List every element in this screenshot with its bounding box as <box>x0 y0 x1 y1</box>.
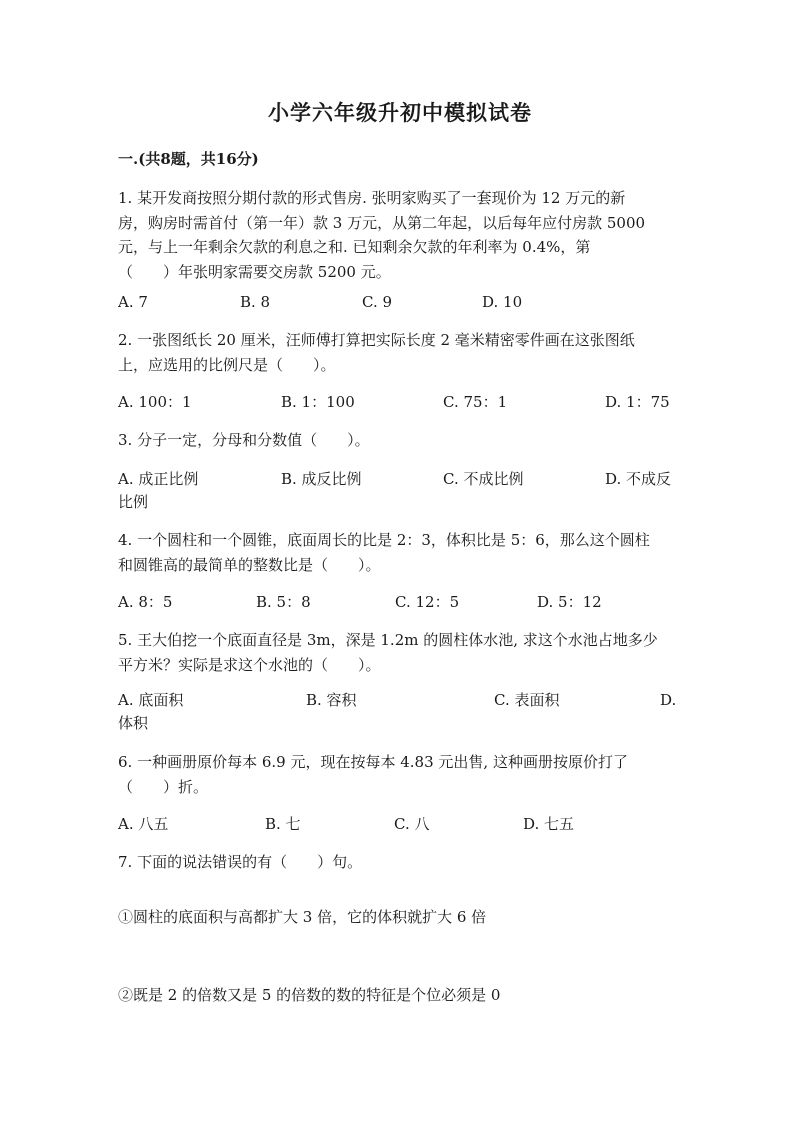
question-line: （ ）年张明家需要交房款 5200 元。 <box>118 262 391 281</box>
option-d[interactable]: D. 5：12 <box>537 593 602 611</box>
option-b[interactable]: B. 1：100 <box>281 393 355 411</box>
question-6-options <box>118 812 678 836</box>
question-2-options <box>118 390 678 414</box>
option-a[interactable]: A. 7 <box>118 293 148 311</box>
question-line: 元，与上一年剩余欠款的利息之和. 已知剩余欠款的年利率为 0.4%，第 <box>118 238 591 256</box>
option-a[interactable]: A. 100：1 <box>118 393 192 411</box>
question-7 <box>118 850 684 875</box>
question-line: 3. 分子一定，分母和分数值（ ）。 <box>118 431 370 449</box>
option-d[interactable]: D. 10 <box>482 293 523 311</box>
question-line: （ ）折。 <box>118 777 209 796</box>
option-b[interactable]: B. 8 <box>240 293 271 311</box>
option-d[interactable]: D. 不成反 <box>605 470 672 488</box>
option-c[interactable]: C. 9 <box>362 293 393 311</box>
option-d[interactable]: D. <box>660 691 677 709</box>
option-a[interactable]: A. 底面积 <box>118 691 184 709</box>
exam-title: 小学六年级升初中模拟试卷 <box>268 100 532 125</box>
option-a[interactable]: A. 8：5 <box>118 593 173 611</box>
option-d[interactable]: D. 1：75 <box>605 393 670 411</box>
option-b[interactable]: B. 成反比例 <box>281 470 362 488</box>
statement-1: ①圆柱的底面积与高都扩大 3 倍，它的体积就扩大 6 倍 <box>118 908 487 926</box>
question-1 <box>118 186 684 284</box>
option-a[interactable]: A. 成正比例 <box>118 470 199 488</box>
question-line: 上，应选用的比例尺是（ ）。 <box>118 355 336 374</box>
question-2 <box>118 328 684 377</box>
option-b[interactable]: B. 七 <box>265 815 301 833</box>
option-c[interactable]: C. 八 <box>394 815 430 833</box>
statement-2: ②既是 2 的倍数又是 5 的倍数的数的特征是个位必须是 0 <box>118 986 501 1004</box>
question-3-options <box>118 468 674 514</box>
question-4-options <box>118 590 678 614</box>
option-c[interactable]: C. 75：1 <box>443 393 508 411</box>
question-line: 4. 一个圆柱和一个圆锥，底面周长的比是 2：3，体积比是 5：6，那么这个圆柱 <box>118 531 650 549</box>
question-5 <box>118 628 684 677</box>
question-line: 和圆锥高的最简单的整数比是（ ）。 <box>118 555 381 574</box>
option-d-wrap[interactable]: 比例 <box>118 493 149 511</box>
question-3 <box>118 428 684 453</box>
question-1-options <box>118 290 678 314</box>
option-a[interactable]: A. 八五 <box>118 815 169 833</box>
question-line: 1. 某开发商按照分期付款的形式售房. 张明家购买了一套现价为 12 万元的新 <box>118 189 626 207</box>
question-line: 7. 下面的说法错误的有（ ）句。 <box>118 853 363 871</box>
question-6 <box>118 750 684 799</box>
option-c[interactable]: C. 表面积 <box>494 691 560 709</box>
option-d[interactable]: D. 七五 <box>523 815 575 833</box>
question-line: 5. 王大伯挖一个底面直径是 3m，深是 1.2m 的圆柱体水池, 求这个水池占地多少 <box>118 631 658 649</box>
question-line: 2. 一张图纸长 20 厘米，汪师傅打算把实际长度 2 毫米精密零件画在这张图纸 <box>118 331 635 349</box>
question-5-options <box>118 689 677 735</box>
question-line: 平方米？实际是求这个水池的（ ）。 <box>118 655 381 674</box>
option-d-wrap[interactable]: 体积 <box>118 714 149 732</box>
option-c[interactable]: C. 12：5 <box>395 593 460 611</box>
option-c[interactable]: C. 不成比例 <box>443 470 524 488</box>
section-heading: 一.(共8题，共16分) <box>118 150 259 168</box>
question-4 <box>118 528 684 577</box>
question-line: 房，购房时需首付（第一年）款 3 万元，从第二年起，以后每年应付房款 5000 <box>118 213 646 232</box>
option-b[interactable]: B. 容积 <box>306 691 357 709</box>
question-line: 6. 一种画册原价每本 6.9 元，现在按每本 4.83 元出售, 这种画册按原价打了 <box>118 753 628 771</box>
option-b[interactable]: B. 5：8 <box>256 593 311 611</box>
